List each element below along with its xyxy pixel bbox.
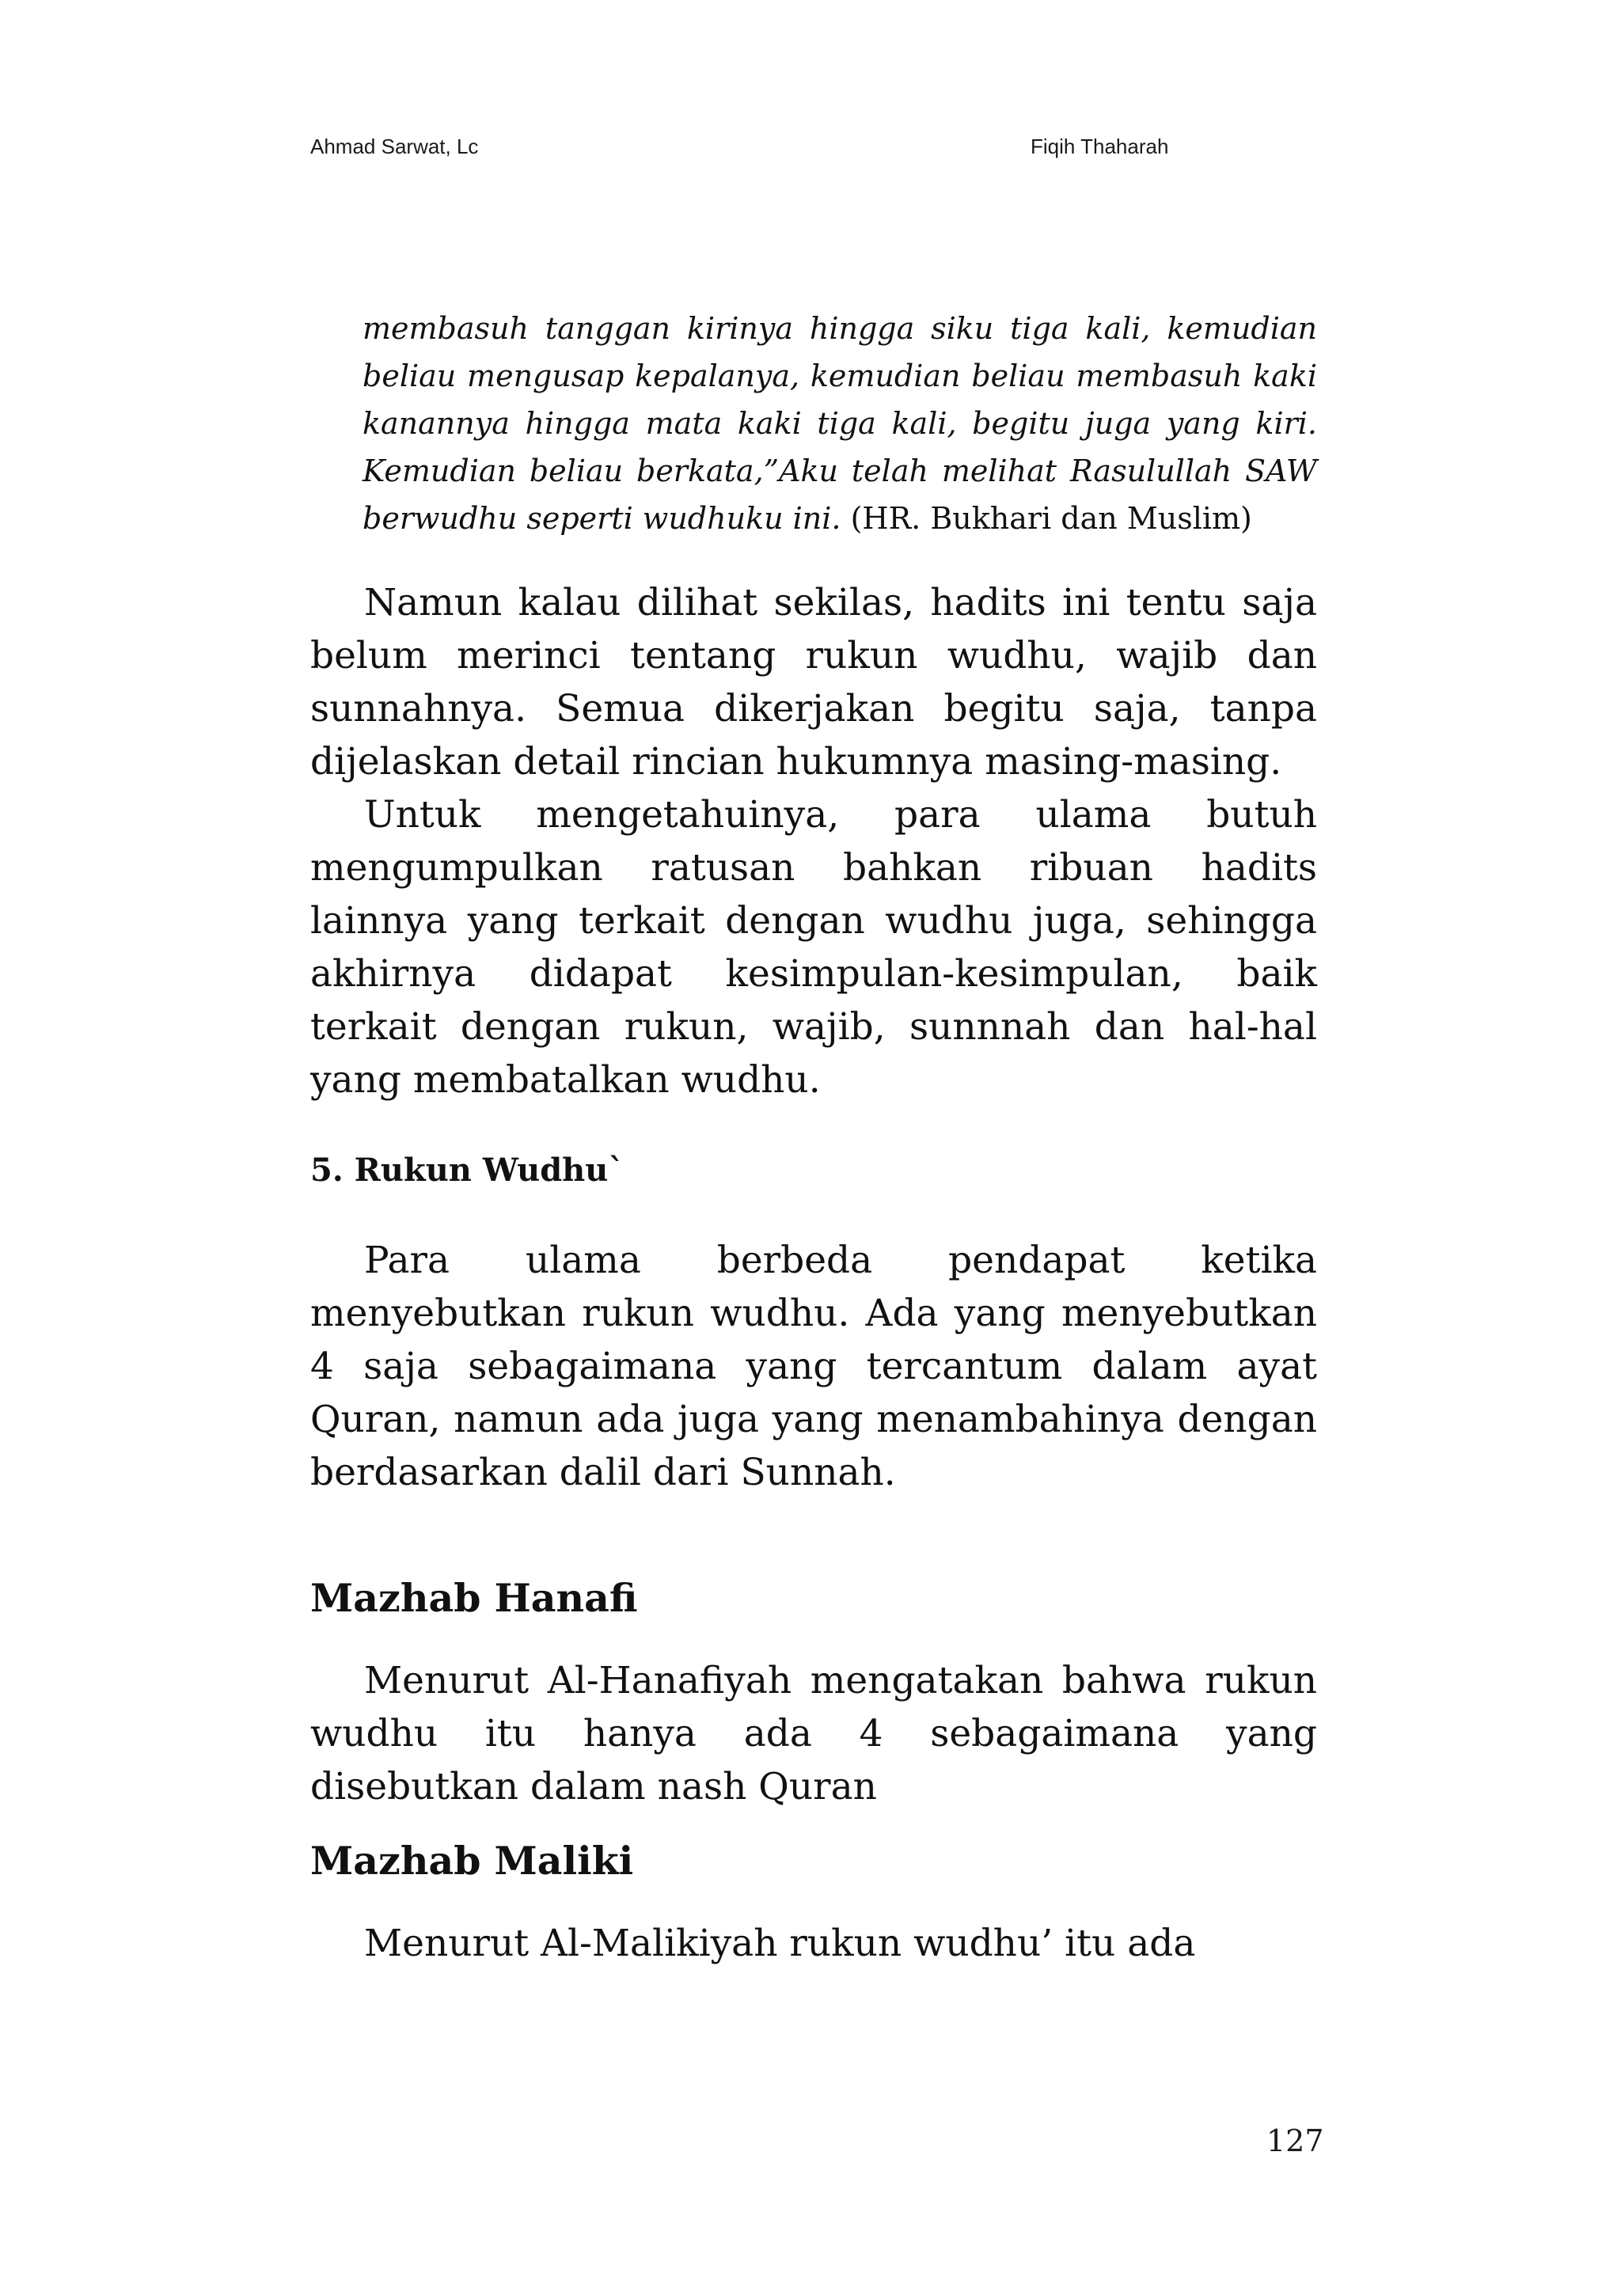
heading-mazhab-maliki: Mazhab Maliki bbox=[310, 1838, 634, 1884]
paragraph-rukun-intro: Para ulama berbeda pendapat ketika menyebutkan rukun wudhu. Ada yang menyebutkan 4 saja sebagaimana yang tercantum dalam ayat Quran, namun ada juga yang menambahinya dengan berdasarkan dalil dari Sunnah. bbox=[310, 1239, 1317, 1494]
header-book-title: Fiqih Thaharah bbox=[1031, 135, 1169, 158]
paragraph-summary: Namun kalau dilihat sekilas, hadits ini tentu saja belum merinci tentang rukun wudhu, wajib dan sunnahnya. Semua dikerjakan begitu saja, tanpa dijelaskan detail rincian hukumnya masing-masing. bbox=[310, 581, 1317, 784]
page-number: 127 bbox=[1266, 2123, 1324, 2158]
hadith-quote bbox=[363, 305, 1317, 542]
paragraph-hanafi: Menurut Al-Hanafiyah mengatakan bahwa rukun wudhu itu hanya ada 4 sebagaimana yang disebutkan dalam nash Quran bbox=[310, 1659, 1317, 1808]
heading-mazhab-hanafi: Mazhab Hanafi bbox=[310, 1575, 638, 1621]
section-heading-rukun-wudhu: 5. Rukun Wudhu` bbox=[310, 1152, 624, 1189]
running-header bbox=[310, 135, 1213, 166]
hadith-quote-text: membasuh tanggan kirinya hingga siku tiga kali, kemudian beliau mengusap kepalanya, kemudian beliau membasuh kaki kanannya hingga mata kaki tiga kali, begitu juga yang kiri. Kemudian beliau berkata,”Aku telah melihat Rasulullah SAW berwudhu seperti wudhuku ini. bbox=[363, 311, 1317, 536]
paragraph-maliki: Menurut Al-Malikiyah rukun wudhu’ itu ada bbox=[364, 1922, 1196, 1965]
paragraph-ulama-research: Untuk mengetahuinya, para ulama butuh mengumpulkan ratusan bahkan ribuan hadits lainnya yang terkait dengan wudhu juga, sehingga akhirnya didapat kesimpulan-kesimpulan, baik terkait dengan rukun, wajib, sunnnah dan hal-hal yang membatalkan wudhu. bbox=[310, 793, 1317, 1102]
hadith-source: (HR. Bukhari dan Muslim) bbox=[850, 501, 1252, 536]
header-author: Ahmad Sarwat, Lc bbox=[310, 135, 479, 158]
